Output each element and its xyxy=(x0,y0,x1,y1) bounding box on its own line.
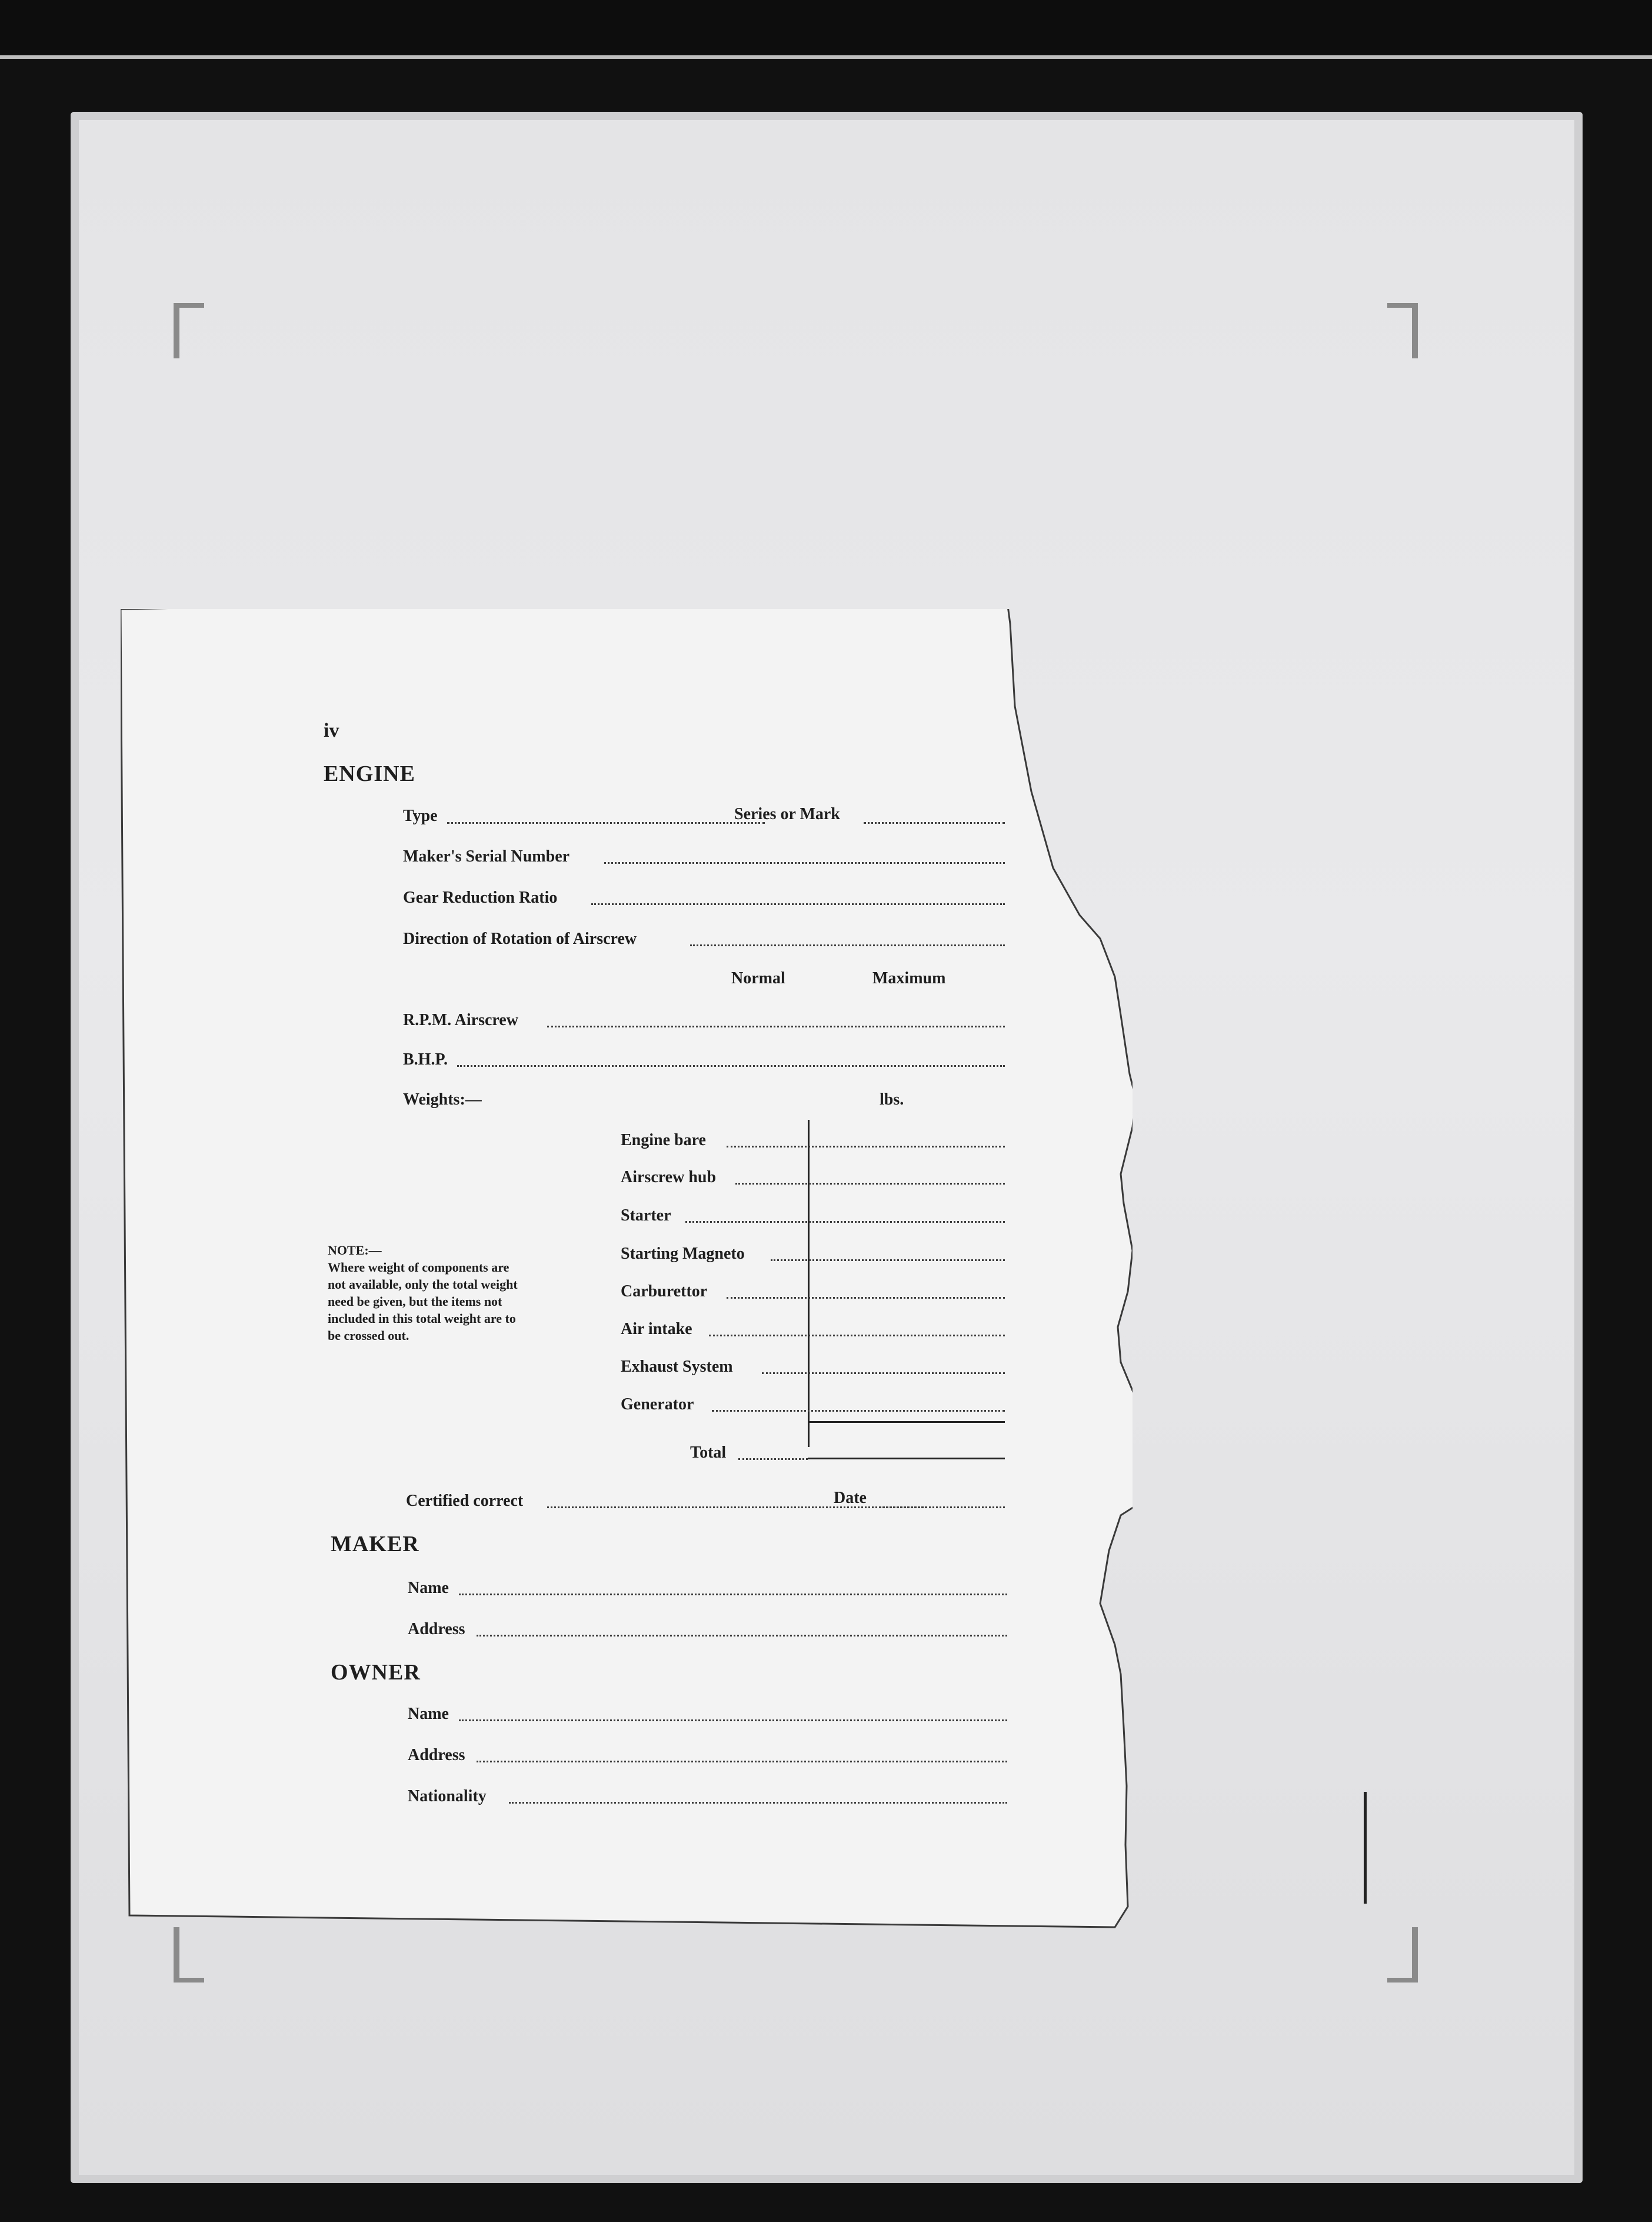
scan-top-band xyxy=(0,0,1652,59)
maker-address-field[interactable] xyxy=(477,1635,1007,1636)
gear-label: Gear Reduction Ratio xyxy=(403,889,558,907)
weight-field-engine-bare[interactable] xyxy=(727,1146,1005,1147)
owner-name-field[interactable] xyxy=(459,1719,1007,1721)
weight-field-air-intake[interactable] xyxy=(709,1335,1005,1336)
maker-address-label: Address xyxy=(408,1620,465,1638)
weight-field-exhaust-system[interactable] xyxy=(762,1372,1005,1374)
type-label: Type xyxy=(403,807,438,825)
rotation-field[interactable] xyxy=(690,944,1005,946)
date-field[interactable] xyxy=(880,1506,1005,1508)
series-label: Series or Mark xyxy=(734,805,840,823)
owner-address-field[interactable] xyxy=(477,1761,1007,1762)
total-field[interactable] xyxy=(808,1458,1005,1459)
form-page xyxy=(121,609,1133,1933)
maximum-header: Maximum xyxy=(872,969,946,987)
weights-note xyxy=(328,1242,589,1344)
type-field[interactable] xyxy=(447,822,765,824)
weight-label-air-intake: Air intake xyxy=(621,1320,692,1338)
note-line: included in this total weight are to xyxy=(328,1311,516,1326)
weight-label-exhaust-system: Exhaust System xyxy=(621,1358,733,1376)
weight-label-engine-bare: Engine bare xyxy=(621,1131,706,1149)
certified-label: Certified correct xyxy=(406,1492,524,1510)
serial-field[interactable] xyxy=(604,862,1005,864)
corner-mark-bottom-left xyxy=(174,1927,204,1982)
maker-name-field[interactable] xyxy=(459,1594,1007,1595)
margin-mark xyxy=(1364,1792,1367,1904)
note-title: NOTE:— xyxy=(328,1243,382,1258)
weights-label: Weights:— xyxy=(403,1090,482,1109)
owner-nationality-field[interactable] xyxy=(509,1802,1007,1804)
weight-field-generator[interactable] xyxy=(712,1410,1005,1412)
weight-label-starter: Starter xyxy=(621,1206,671,1225)
rotation-label: Direction of Rotation of Airscrew xyxy=(403,930,637,948)
weight-field-starting-magneto[interactable] xyxy=(771,1259,1005,1261)
maker-heading: MAKER xyxy=(331,1532,419,1556)
weight-label-carburettor: Carburettor xyxy=(621,1282,708,1300)
note-line: Where weight of components are xyxy=(328,1260,509,1275)
corner-mark-top-left xyxy=(174,303,204,358)
scan-top-edge xyxy=(0,55,1652,59)
bhp-label: B.H.P. xyxy=(403,1050,448,1069)
rpm-field[interactable] xyxy=(547,1026,1005,1027)
series-field[interactable] xyxy=(864,822,1005,824)
lbs-header: lbs. xyxy=(880,1090,904,1109)
weight-label-starting-magneto: Starting Magneto xyxy=(621,1245,745,1263)
torn-paper-sheet xyxy=(121,609,1133,1933)
note-line: be crossed out. xyxy=(328,1328,409,1343)
weights-column-rule xyxy=(808,1120,810,1447)
owner-address-label: Address xyxy=(408,1746,465,1764)
total-leader xyxy=(738,1458,808,1460)
total-label: Total xyxy=(690,1443,727,1462)
corner-mark-top-right xyxy=(1387,303,1418,358)
page-number: iv xyxy=(324,720,339,741)
rpm-label: R.P.M. Airscrew xyxy=(403,1011,518,1029)
weight-field-starter[interactable] xyxy=(685,1221,1005,1223)
bhp-field[interactable] xyxy=(457,1065,1005,1067)
corner-mark-bottom-right xyxy=(1387,1927,1418,1982)
owner-heading: OWNER xyxy=(331,1660,421,1685)
engine-heading: ENGINE xyxy=(324,761,415,786)
note-line: need be given, but the items not xyxy=(328,1294,502,1309)
gear-field[interactable] xyxy=(591,903,1005,905)
weight-field-carburettor[interactable] xyxy=(727,1297,1005,1299)
owner-name-label: Name xyxy=(408,1705,449,1723)
total-top-rule xyxy=(808,1421,1005,1423)
weight-label-airscrew-hub: Airscrew hub xyxy=(621,1168,717,1186)
maker-name-label: Name xyxy=(408,1579,449,1597)
date-label: Date xyxy=(834,1489,867,1507)
certified-field[interactable] xyxy=(547,1506,927,1508)
weight-label-generator: Generator xyxy=(621,1395,694,1413)
serial-label: Maker's Serial Number xyxy=(403,847,570,866)
weight-field-airscrew-hub[interactable] xyxy=(735,1183,1005,1185)
normal-header: Normal xyxy=(731,969,785,987)
owner-nationality-label: Nationality xyxy=(408,1787,487,1805)
note-line: not available, only the total weight xyxy=(328,1277,518,1292)
